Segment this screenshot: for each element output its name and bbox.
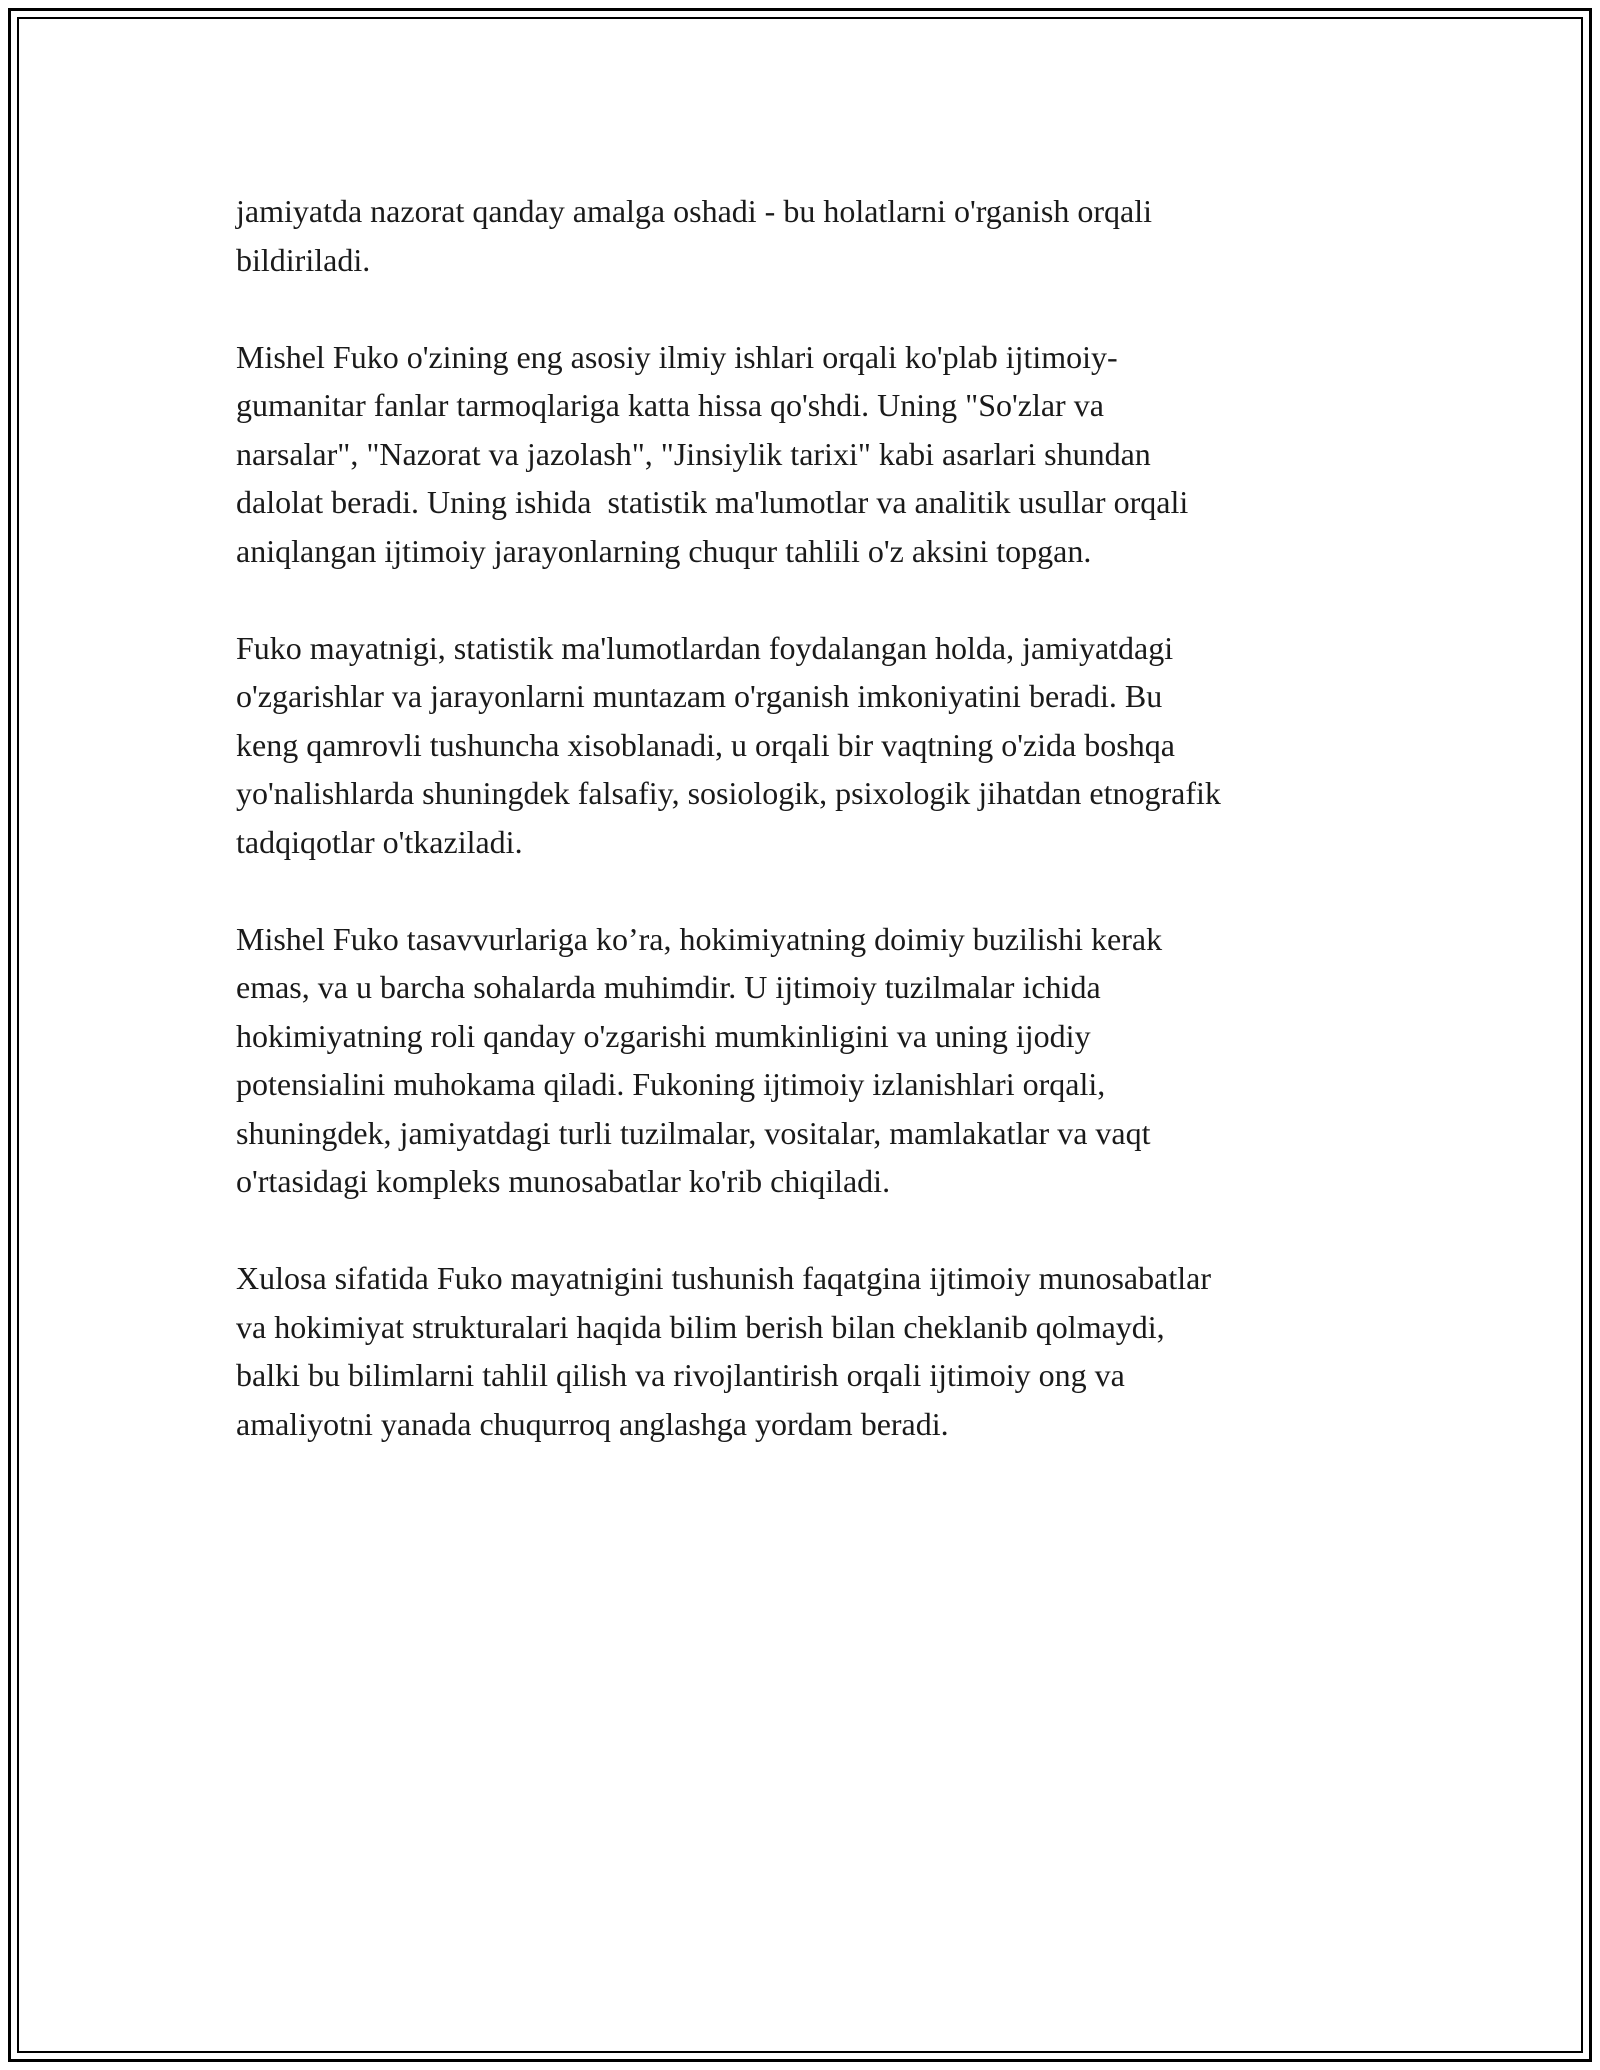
text-line: keng qamrovli tushuncha xisoblanadi, u orqali bir vaqtning o'zida boshqa: [236, 726, 1175, 763]
paragraph-4: [236, 915, 1376, 1206]
text-line: emas, va u barcha sohalarda muhimdir. U ijtimoiy tuzilmalar ichida: [236, 969, 1101, 1005]
document-body: [236, 187, 1376, 1497]
paragraph-3: [236, 624, 1376, 867]
text-line: narsalar", "Nazorat va jazolash", "Jinsiylik tarixi" kabi asarlari shundan: [236, 435, 1151, 472]
text-line: o'zgarishlar va jarayonlarni muntazam o'rganish imkoniyatini beradi. Bu: [236, 678, 1163, 714]
text-line: Xulosa sifatida Fuko mayatnigini tushunish faqatgina ijtimoiy munosabatlar: [236, 1260, 1211, 1296]
text-line: shuningdek, jamiyatdagi turli tuzilmalar, vositalar, mamlakatlar va vaqt: [236, 1114, 1151, 1151]
text-line: bildiriladi.: [236, 241, 371, 278]
paragraph-2: [236, 333, 1376, 576]
text-line: tadqiqotlar o'tkaziladi.: [236, 823, 523, 860]
text-line: jamiyatda nazorat qanday amalga oshadi - bu holatlarni o'rganish orqali: [236, 193, 1152, 229]
text-line: dalolat beradi. Uning ishida statistik ma'lumotlar va analitik usullar orqali: [236, 484, 1189, 520]
text-line: Mishel Fuko tasavvurlariga ko’ra, hokimiyatning doimiy buzilishi kerak: [236, 920, 1163, 957]
paragraph-5: [236, 1254, 1376, 1448]
text-line: va hokimiyat strukturalari haqida bilim berish bilan cheklanib qolmaydi,: [236, 1308, 1165, 1345]
text-line: Fuko mayatnigi, statistik ma'lumotlardan foydalangan holda, jamiyatdagi: [236, 629, 1174, 666]
text-line: yo'nalishlarda shuningdek falsafiy, sosiologik, psixologik jihatdan etnografik: [236, 775, 1221, 811]
text-line: balki bu bilimlarni tahlil qilish va rivojlantirish orqali ijtimoiy ong va: [236, 1357, 1125, 1393]
text-line: potensialini muhokama qiladi. Fukoning ijtimoiy izlanishlari orqali,: [236, 1066, 1106, 1102]
paragraph-1: [236, 187, 1376, 284]
text-line: Mishel Fuko o'zining eng asosiy ilmiy ishlari orqali ko'plab ijtimoiy-: [236, 338, 1118, 375]
text-line: o'rtasidagi kompleks munosabatlar ko'rib chiqiladi.: [236, 1163, 891, 1199]
text-line: hokimiyatning roli qanday o'zgarishi mumkinligini va uning ijodiy: [236, 1017, 1091, 1054]
text-line: gumanitar fanlar tarmoqlariga katta hissa qo'shdi. Uning "So'zlar va: [236, 387, 1104, 423]
text-line: amaliyotni yanada chuqurroq anglashga yordam beradi.: [236, 1405, 949, 1442]
text-line: aniqlangan ijtimoiy jarayonlarning chuqur tahlili o'z aksini topgan.: [236, 532, 1092, 569]
